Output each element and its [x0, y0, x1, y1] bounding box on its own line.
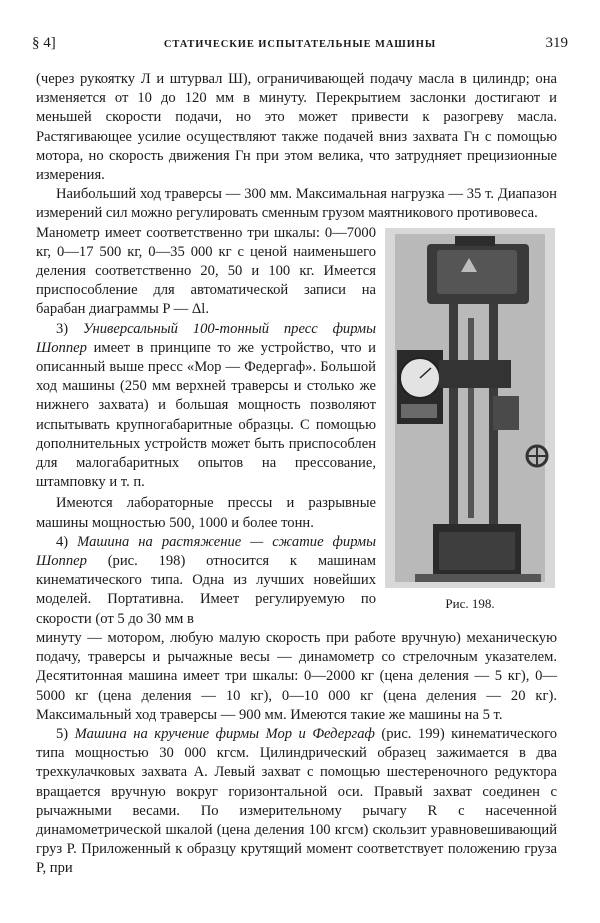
paragraph-2b: Манометр имеет соответственно три шкалы: 0—7000 кг, 0—17 500 кг, 0—35 000 кг с ценой наименьшего деления соответственно 20, 50 и 100 кг. Имеется приспособление для автоматической записи на барабан диаграммы P — Δl. — [36, 224, 376, 318]
list-number: 3) — [56, 320, 84, 337]
paragraph-4: Имеются лабораторные прессы и разрывные машины мощностью 500, 1000 и более тонн. — [36, 495, 376, 531]
machine-title: Машина на кручение фирмы Мор и Федергаф — [74, 725, 375, 742]
machine-title: Универсальный 100-тонный пресс фирмы Шоппер — [36, 320, 376, 356]
section-number: § 4] — [32, 35, 56, 51]
list-number: 5) — [56, 725, 75, 742]
list-number: 4) — [56, 533, 78, 550]
running-header — [32, 34, 568, 56]
paragraph-5a — [36, 533, 376, 629]
paragraph-text: имеет в принципе то же устройство, что и описанный выше пресс «Мор — Федергаф». Большой ход машины (250 мм верхней траверсы и столько же нижнего захвата) и большая мощность позволяют испытывать крупногабаритные образцы. С помощью дополнительных устройств может быть приспособлен для малогабаритных опытов на прессование, штамповку и т. п. — [36, 339, 376, 491]
testing-machine-photo — [385, 228, 555, 588]
figure-caption: Рис. 198. — [445, 596, 495, 611]
running-title: СТАТИЧЕСКИЕ ИСПЫТАТЕЛЬНЫЕ МАШИНЫ — [163, 39, 437, 50]
paragraph-2a: Наибольший ход траверсы — 300 мм. Максимальная нагрузка — 35 т. Диапазон измерений сил можно регулировать сменным грузом маятникового противовеса. — [36, 186, 557, 222]
paragraph-text: (рис. 199) кинематического типа мощностью 30 000 кгсм. Цилиндрический образец зажимается в два трехкулачковых захвата А. Левый захват с помощью шестереночного редуктора вращается вручную вокруг горизонтальной оси. Правый захват соединен с рычажными весами. По измерительному рычагу R с насеченной динамометрической шкалой (цена деления 100 кгсм) скользит уравновешивающий груз P. Приложенный к образцу крутящий момент соответствует положению груза P, при — [36, 725, 558, 877]
page-number: 319 — [545, 35, 568, 51]
paragraph-5b: минуту — мотором, любую малую скорость при работе вручную) механическую подачу, траверсы и рычажные весы — динамометр со стрелочным указателем. Десятитонная машина имеет три шкалы: 0—2000 кг (цена деления — 5 кг), 0—5000 кг (цена деления — 10 кг), 0—10 000 кг (цена деления — 20 кг). Максимальный ход траверсы — 900 мм. Имеются такие же машины на 5 т. — [36, 629, 557, 723]
figure-198 — [385, 228, 555, 616]
machine-title: Машина на растяжение — сжатие фирмы Шоппер — [36, 533, 376, 570]
paragraph-3 — [36, 320, 376, 493]
paragraph-6 — [36, 725, 557, 879]
paragraph-1: (через рукоятку Л и штурвал Ш), ограничивающей подачу масла в цилиндр; она изменяется от 10 до 120 мм в минуту. Перекрытием заслонки достигают и меньшей скорости подачи, но это может привести к разогреву масла. Растягивающее усилие осуществляют также подачей вниз захвата Гн с помощью мотора, но скорость движения Гн при этом велика, что затрудняет прецизионные измерения. — [36, 71, 557, 184]
paragraph-text: (рис. 198) относится к машинам кинематического типа. Одна из лучших новейших моделей. Портативна. Имеет регулируемую по скорости (от 5 до 30 мм в — [36, 553, 376, 627]
